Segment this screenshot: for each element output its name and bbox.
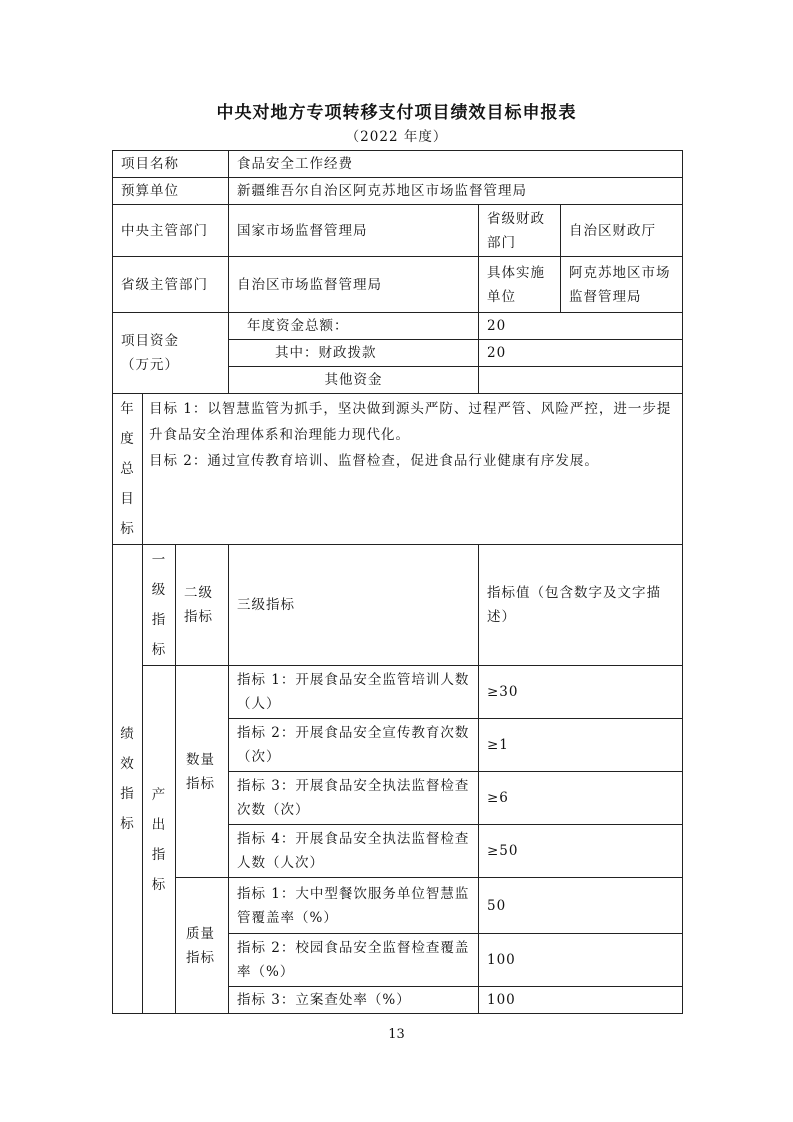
- quality-indicator-label: [176, 878, 229, 1014]
- level2-header-line2: 指标: [184, 609, 213, 625]
- quality-label-line2: 指标: [186, 949, 215, 966]
- quality-value-3: 100: [479, 987, 683, 1014]
- level1-header: [143, 545, 176, 666]
- output-char: 出: [151, 816, 167, 833]
- performance-char: 效: [120, 756, 135, 772]
- funds-fiscal-label: 其中：财政拨款: [229, 340, 479, 367]
- quality-indicator-3: 指标 3：立案查处率（%）: [229, 987, 479, 1014]
- prov-finance-value: 自治区财政厅: [561, 205, 683, 257]
- document-subtitle: （2022 年度）: [345, 129, 448, 145]
- annual-goals-content: [143, 394, 683, 545]
- impl-unit-value: 阿克苏地区市场监督管理局: [561, 257, 683, 313]
- quantity-indicator-3: 指标 3：开展食品安全执法监督检查次数（次）: [229, 772, 479, 825]
- performance-char: 绩: [120, 726, 135, 742]
- output-indicator-label: [143, 666, 176, 1014]
- performance-char: 标: [120, 816, 135, 832]
- project-name-label: 项目名称: [113, 151, 229, 178]
- funds-total-label: 年度资金总额：: [229, 313, 479, 340]
- central-dept-label: 中央主管部门: [113, 205, 229, 257]
- level1-header-char: 一: [151, 552, 167, 568]
- prov-finance-label: 省级财政部门: [479, 205, 561, 257]
- quantity-value-4: ≥50: [479, 825, 683, 878]
- funds-other-value: [479, 367, 683, 394]
- quantity-label-line1: 数量: [186, 751, 215, 768]
- impl-unit-label: 具体实施单位: [479, 257, 561, 313]
- level1-header-char: 指: [151, 612, 167, 628]
- annual-goals-char: 年: [120, 401, 135, 417]
- budget-unit-label: 预算单位: [113, 178, 229, 205]
- annual-goals-char: 度: [120, 431, 135, 447]
- prov-dept-label: 省级主管部门: [113, 257, 229, 313]
- annual-goals-char: 标: [120, 521, 135, 537]
- goal-2-text: 目标 2：通过宣传教育培训、监督检查，促进食品行业健康有序发展。: [149, 453, 599, 469]
- quality-indicator-1: 指标 1：大中型餐饮服务单位智慧监管覆盖率（%）: [229, 878, 479, 934]
- quality-label-line1: 质量: [186, 925, 215, 942]
- quantity-indicator-1: 指标 1：开展食品安全监管培训人数（人）: [229, 666, 479, 719]
- output-char: 标: [151, 876, 167, 893]
- indicator-value-header: 指标值（包含数字及文字描述）: [479, 545, 683, 666]
- quality-value-1: 50: [479, 878, 683, 934]
- performance-target-table: [112, 150, 683, 1014]
- quantity-label-line2: 指标: [186, 775, 215, 792]
- quantity-value-1: ≥30: [479, 666, 683, 719]
- quantity-indicator-label: [176, 666, 229, 878]
- performance-char: 指: [120, 786, 135, 802]
- quantity-indicator-2: 指标 2：开展食品安全宣传教育次数（次）: [229, 719, 479, 772]
- quality-value-2: 100: [479, 934, 683, 987]
- budget-unit-value: 新疆维吾尔自治区阿克苏地区市场监督管理局: [229, 178, 683, 205]
- level2-header: [176, 545, 229, 666]
- quantity-indicator-4: 指标 4：开展食品安全执法监督检查人数（人次）: [229, 825, 479, 878]
- output-char: 指: [151, 846, 167, 863]
- quantity-value-3: ≥6: [479, 772, 683, 825]
- prov-dept-value: 自治区市场监督管理局: [229, 257, 479, 313]
- level3-header: 三级指标: [229, 545, 479, 666]
- goal-1-text: 目标 1：以智慧监管为抓手，坚决做到源头严防、过程严管、风险严控，进一步提升食品安全治理体系和治理能力现代化。: [149, 401, 672, 443]
- annual-goals-char: 总: [120, 461, 135, 477]
- funds-total-value: 20: [479, 313, 683, 340]
- central-dept-value: 国家市场监督管理局: [229, 205, 479, 257]
- output-char: 产: [151, 786, 167, 803]
- level1-header-char: 标: [151, 642, 167, 658]
- project-name-value: 食品安全工作经费: [229, 151, 683, 178]
- level1-header-char: 级: [151, 582, 167, 598]
- quantity-value-2: ≥1: [479, 719, 683, 772]
- quality-indicator-2: 指标 2：校园食品安全监督检查覆盖率（%）: [229, 934, 479, 987]
- funds-other-label: 其他资金: [229, 367, 479, 394]
- document-title: 中央对地方专项转移支付项目绩效目标申报表: [216, 103, 577, 123]
- level2-header-line1: 二级: [184, 585, 213, 601]
- funds-label-line2: （万元）: [121, 357, 179, 373]
- funds-label: [113, 313, 229, 394]
- performance-label: [113, 545, 143, 1014]
- funds-fiscal-value: 20: [479, 340, 683, 367]
- annual-goals-label: [113, 394, 143, 545]
- funds-label-line1: 项目资金: [121, 333, 179, 349]
- annual-goals-char: 目: [120, 491, 135, 507]
- page-number: 13: [388, 1027, 405, 1042]
